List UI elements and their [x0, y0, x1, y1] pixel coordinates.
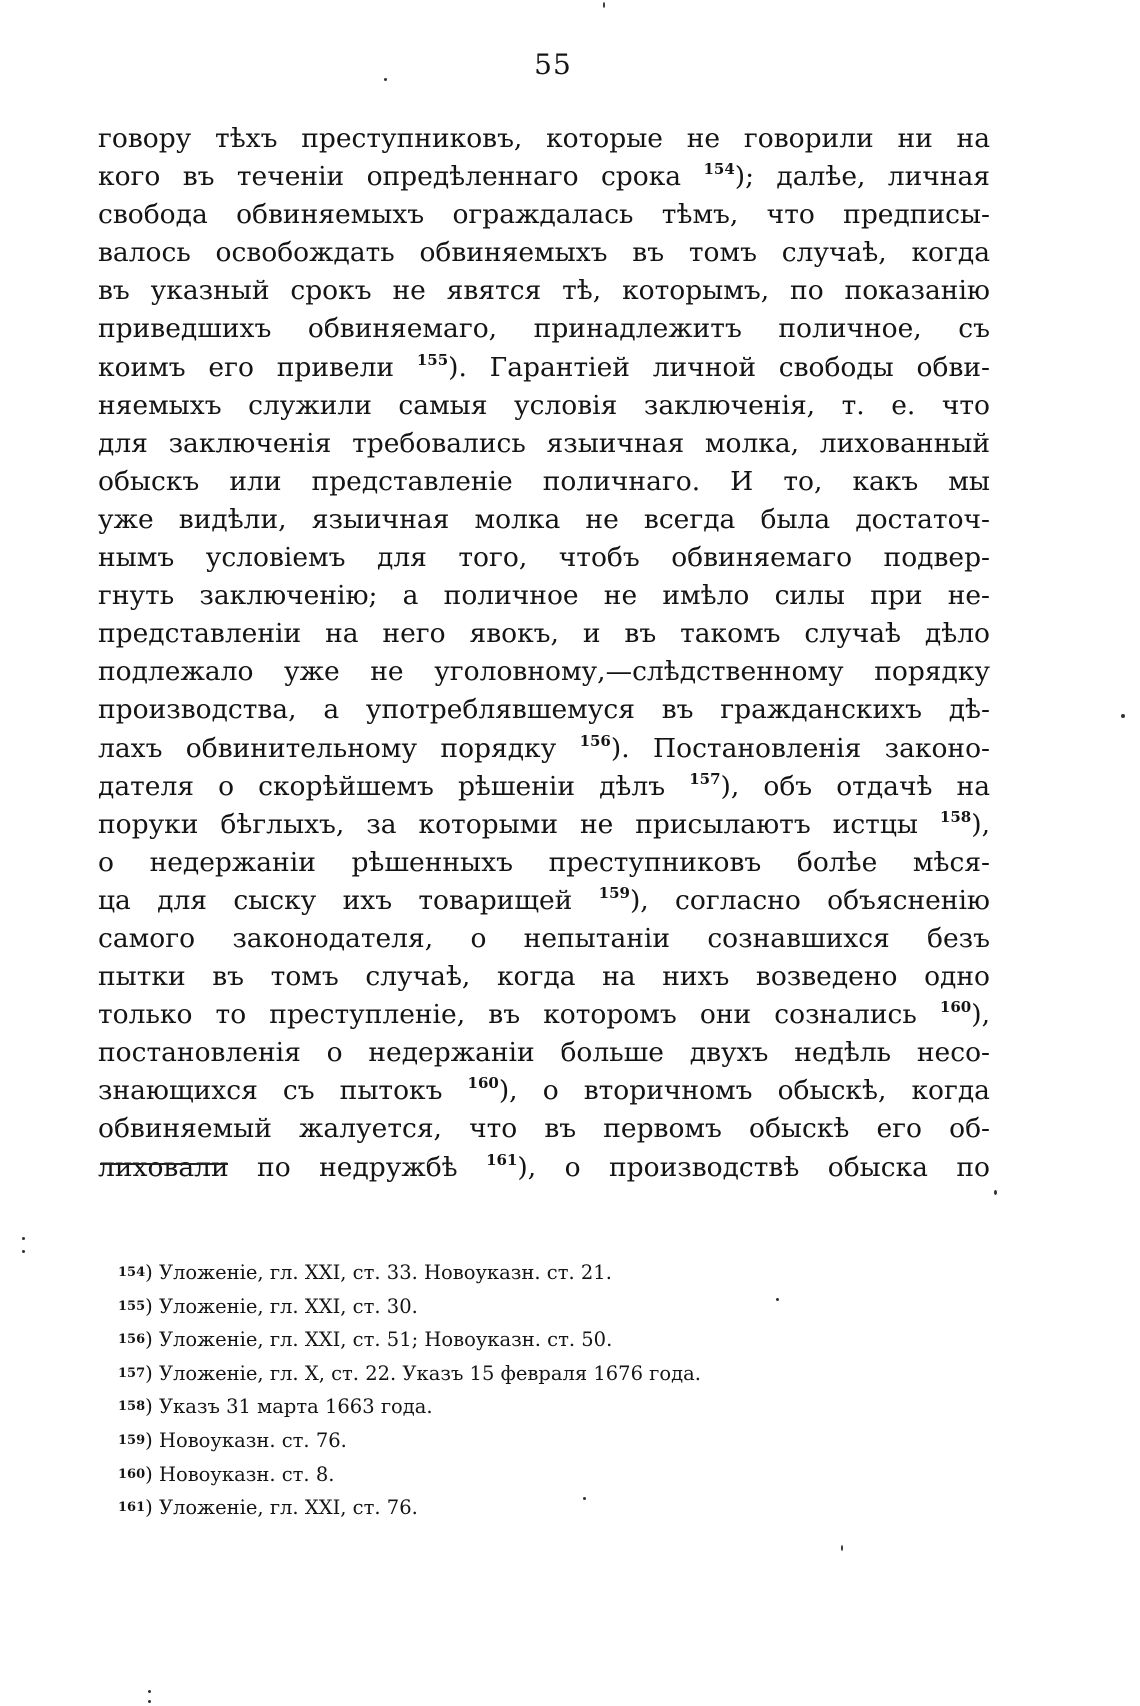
footnote-divider: [100, 1163, 228, 1165]
footnote: [118, 1458, 701, 1492]
text-line: [98, 539, 990, 577]
text-run: няемыхъ служили самыя условія заключенія, т. е. что: [98, 389, 990, 421]
text-run: валось освобождать обвиняемыхъ въ томъ случаѣ, когда: [98, 237, 990, 269]
scan-speck: [583, 1497, 586, 1500]
footnote-text: ) Новоуказн. ст. 8.: [145, 1462, 335, 1486]
text-run: обвиняемый жалуется, что въ первомъ обыскѣ его об-: [98, 1113, 990, 1145]
text-run: представленіи на него явокъ, и въ такомъ случаѣ дѣло: [98, 618, 990, 650]
footnote-number: 161: [118, 1500, 146, 1516]
footnote-reference: 160: [939, 998, 972, 1017]
text-run: лахъ обвинительному порядку: [98, 732, 580, 764]
text-run: для заключенія требовались языичная молка, лихованный: [98, 427, 990, 459]
text-line: [98, 120, 990, 158]
text-line: [98, 730, 990, 768]
text-line: [98, 349, 990, 387]
footnote-reference: 156: [579, 731, 611, 750]
text-run: обыскъ или представленіе поличнаго. И то, какъ мы: [98, 465, 990, 497]
text-line: [98, 463, 990, 501]
text-line: [98, 996, 990, 1034]
text-run: коимъ его привели: [98, 351, 417, 383]
footnote: [118, 1256, 701, 1290]
text-run: ), о вторичномъ обыскѣ, когда: [498, 1075, 990, 1107]
footnote: [118, 1290, 701, 1324]
text-run: ); далѣе, личная: [734, 161, 990, 193]
footnote-reference: 158: [939, 807, 972, 826]
scan-speck: [148, 1700, 151, 1703]
text-line: [98, 691, 990, 729]
footnote-text: ) Уложеніе, гл. XXI, ст. 51; Новоуказн. ст. 50.: [145, 1328, 613, 1352]
scan-speck: [148, 1690, 151, 1693]
text-run: нымъ условіемъ для того, чтобъ обвиняемаго подвер-: [98, 542, 990, 574]
text-run: уже видѣли, языичная молка не всегда была достаточ-: [98, 503, 990, 535]
body-text: [98, 120, 990, 1187]
text-run: лиховали по недружбѣ: [98, 1151, 487, 1183]
text-run: говору тѣхъ преступниковъ, которые не говорили ни на: [98, 123, 990, 154]
text-run: въ указный срокъ не явятся тѣ, которымъ, по показанію: [98, 275, 990, 307]
footnote-text: ) Указъ 31 марта 1663 года.: [145, 1395, 433, 1419]
text-run: гнуть заключенію; а поличное не имѣло силы при не-: [98, 580, 990, 612]
text-run: свобода обвиняемыхъ ограждалась тѣмъ, что предписы-: [98, 199, 990, 231]
text-line: [98, 158, 990, 196]
text-run: ), о производствѣ обыска по: [517, 1151, 990, 1183]
scan-speck: [1121, 714, 1125, 718]
text-line: [98, 920, 990, 958]
footnote-text: ) Новоуказн. ст. 76.: [145, 1428, 347, 1452]
footnotes: [118, 1256, 701, 1525]
footnote-reference: 154: [703, 160, 735, 179]
text-line: [98, 1072, 990, 1110]
text-run: только то преступленіе, въ которомъ они сознались: [98, 999, 940, 1031]
footnote-number: 158: [118, 1399, 146, 1415]
text-run: поруки бѣглыхъ, за которыми не присылаютъ истцы: [98, 808, 940, 840]
footnote: [118, 1390, 701, 1424]
page-number: 55: [534, 48, 572, 81]
text-line: [98, 425, 990, 463]
text-run: постановленія о недержаніи больше двухъ недѣль несо-: [98, 1037, 990, 1069]
footnote: [118, 1424, 701, 1458]
footnote-reference: 160: [467, 1074, 499, 1093]
text-line: [98, 1110, 990, 1148]
scan-speck: [22, 1250, 25, 1253]
footnote: [118, 1491, 701, 1525]
footnote-number: 157: [118, 1365, 146, 1381]
text-run: подлежало уже не уголовному,—слѣдственному порядку: [98, 656, 990, 688]
footnote-number: 155: [118, 1298, 146, 1314]
scan-speck: [22, 1237, 25, 1240]
text-line: [98, 653, 990, 691]
text-line: [98, 310, 990, 348]
text-run: знающихся съ пытокъ: [98, 1075, 468, 1107]
text-line: [98, 272, 990, 310]
scan-speck: [603, 2, 605, 8]
text-run: ). Постановленія законо-: [610, 732, 990, 764]
footnote-number: 160: [118, 1466, 146, 1482]
footnote-number: 154: [118, 1265, 146, 1280]
footnote-number: 156: [118, 1332, 146, 1348]
text-run: ). Гарантіей личной свободы обви-: [448, 351, 990, 383]
text-run: кого въ теченіи опредѣленнаго срока: [98, 161, 704, 193]
text-run: ), согласно объясненію: [629, 884, 990, 916]
footnote-text: ) Уложеніе, гл. X, ст. 22. Указъ 15 февраля 1676 года.: [145, 1361, 701, 1385]
text-run: приведшихъ обвиняемаго, принадлежитъ поличное, съ: [98, 313, 990, 345]
text-line: [98, 844, 990, 882]
text-run: самого законодателя, о непытаніи сознавшихся безъ: [98, 922, 990, 954]
footnote-text: ) Уложеніе, гл. XXI, ст. 76.: [145, 1496, 418, 1520]
scan-speck: [841, 1545, 843, 1551]
scan-speck: [384, 78, 387, 81]
text-line: [98, 387, 990, 425]
text-run: ),: [971, 999, 990, 1031]
text-line: [98, 234, 990, 272]
text-line: [98, 1149, 990, 1187]
text-line: [98, 615, 990, 653]
footnote-reference: 161: [486, 1150, 518, 1169]
text-line: [98, 882, 990, 920]
footnote-text: ) Уложеніе, гл. XXI, ст. 33. Новоуказн. ст. 21.: [145, 1261, 612, 1284]
text-line: [98, 1034, 990, 1072]
scan-speck: [994, 1190, 997, 1195]
text-run: ),: [971, 808, 990, 840]
footnote-reference: 157: [689, 769, 721, 788]
text-run: дателя о скорѣйшемъ рѣшеніи дѣлъ: [98, 770, 690, 802]
text-line: [98, 196, 990, 234]
footnote-reference: 159: [598, 883, 630, 902]
footnote-number: 159: [118, 1432, 146, 1448]
text-run: ца для сыску ихъ товарищей: [98, 884, 599, 916]
footnote: [118, 1323, 701, 1357]
footnote: [118, 1357, 701, 1391]
footnote-reference: 155: [416, 350, 449, 369]
text-line: [98, 958, 990, 996]
text-run: ), объ отдачѣ на: [720, 770, 990, 802]
scan-speck: [776, 1298, 779, 1301]
text-line: [98, 806, 990, 844]
text-run: пытки въ томъ случаѣ, когда на нихъ возведено одно: [98, 961, 990, 993]
text-line: [98, 501, 990, 539]
text-run: о недержаніи рѣшенныхъ преступниковъ болѣе мѣся-: [98, 846, 990, 878]
text-run: производства, а употреблявшемуся въ гражданскихъ дѣ-: [98, 694, 990, 726]
text-line: [98, 768, 990, 806]
footnote-text: ) Уложеніе, гл. XXI, ст. 30.: [145, 1294, 418, 1318]
text-line: [98, 577, 990, 615]
